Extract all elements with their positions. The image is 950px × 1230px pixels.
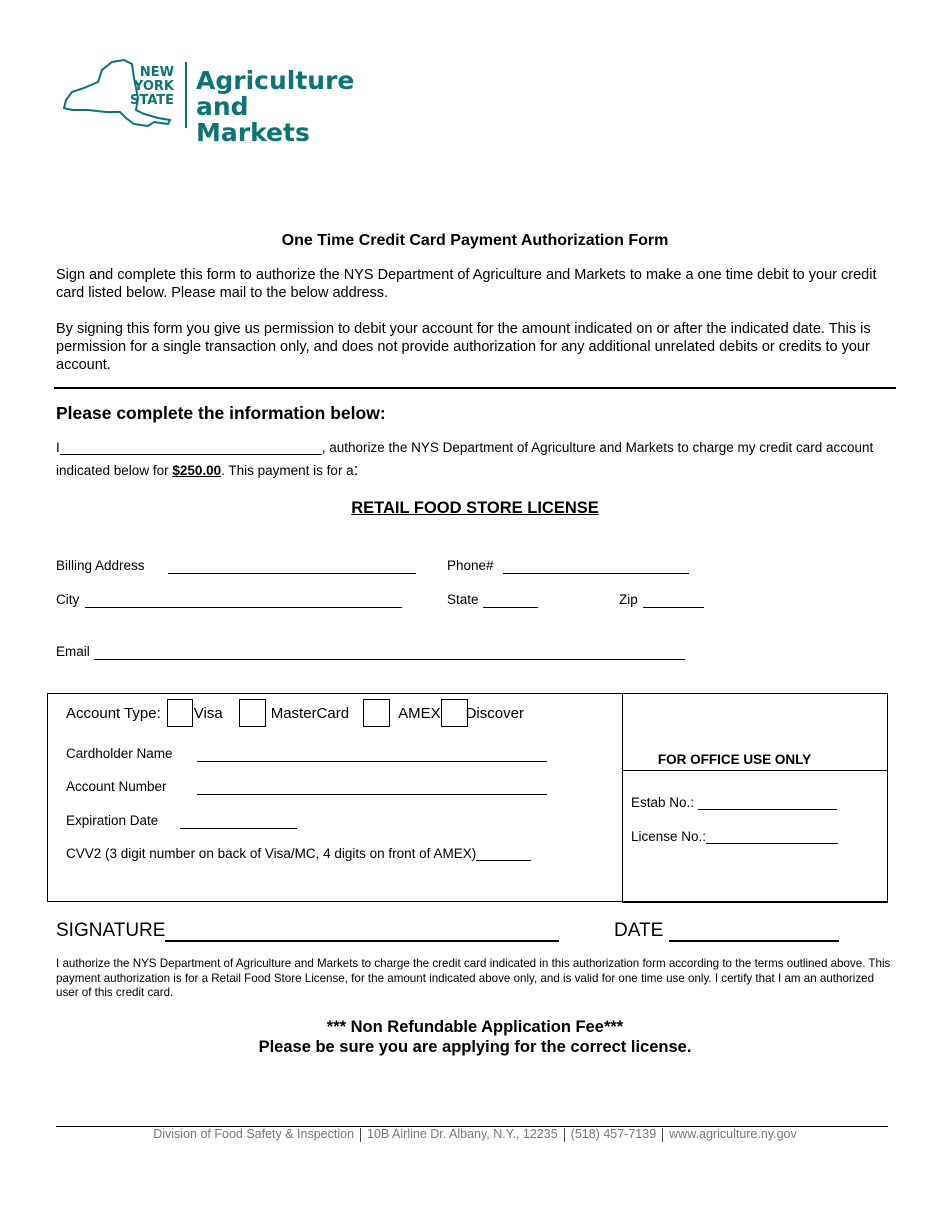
logo-agency-line1: Agriculture xyxy=(196,66,355,95)
auth-suffix: , authorize the NYS Department of Agriculture and Markets to charge my credit card account xyxy=(321,440,874,455)
footer-division: Division of Food Safety & Inspection xyxy=(153,1127,355,1141)
expiration-date-field[interactable] xyxy=(180,813,297,829)
footer-separator xyxy=(564,1128,565,1142)
cvv2-field[interactable] xyxy=(476,846,531,861)
date-label: DATE xyxy=(614,920,664,941)
footer-website[interactable]: www.agriculture.ny.gov xyxy=(669,1127,797,1141)
auth-line2-suffix: . This payment is for a xyxy=(221,463,354,478)
logo-state-line3: STATE xyxy=(129,93,174,108)
estab-no-label: Estab No.: xyxy=(631,795,695,810)
cardholder-name-field[interactable] xyxy=(197,746,547,762)
state-field[interactable] xyxy=(483,592,538,608)
city-label: City xyxy=(56,592,80,607)
correct-license-notice: Please be sure you are applying for the correct license. xyxy=(258,1038,692,1056)
account-number-label: Account Number xyxy=(66,779,167,794)
auth-prefix: I xyxy=(56,440,60,455)
license-row xyxy=(631,829,838,844)
estab-no-field[interactable] xyxy=(698,795,837,810)
signature-row xyxy=(56,920,559,942)
phone-label: Phone# xyxy=(447,558,494,573)
account-type-row xyxy=(66,697,524,729)
footer xyxy=(0,1127,950,1142)
city-field[interactable] xyxy=(85,592,402,608)
billing-address-label: Billing Address xyxy=(56,558,145,573)
auth-colon: : xyxy=(353,460,359,479)
cvv2-label: CVV2 (3 digit number on back of Visa/MC, 4 digits on front of AMEX) xyxy=(66,846,477,861)
expiration-date-label: Expiration Date xyxy=(66,813,159,828)
intro-paragraph: Sign and complete this form to authorize the NYS Department of Agriculture and Markets to make a one time debit to your credit card listed below. Please mail to the below address. xyxy=(56,267,877,301)
section-heading: Please complete the information below: xyxy=(56,403,386,423)
email-label: Email xyxy=(56,644,90,659)
discover-checkbox[interactable] xyxy=(441,699,468,727)
cvv2-row xyxy=(66,846,531,861)
auth-line2-prefix: indicated below for xyxy=(56,463,173,478)
phone-field[interactable] xyxy=(503,558,689,574)
logo-agency-line2: and Markets xyxy=(196,92,310,147)
footer-separator xyxy=(662,1128,663,1142)
zip-label: Zip xyxy=(619,592,638,607)
state-label: State xyxy=(447,592,479,607)
license-no-field[interactable] xyxy=(706,829,838,844)
signature-field[interactable] xyxy=(165,920,559,942)
form-title: One Time Credit Card Payment Authorization Form xyxy=(281,232,669,249)
mastercard-label: MasterCard xyxy=(270,704,350,722)
footer-separator xyxy=(360,1128,361,1142)
payment-amount: $250.00 xyxy=(172,463,222,478)
logo-state-line2: YORK xyxy=(133,79,174,94)
footer-address: 10B Airline Dr. Albany, N.Y., 12235 xyxy=(367,1127,558,1141)
office-use-heading: FOR OFFICE USE ONLY xyxy=(657,752,812,767)
logo-state-line1: NEW xyxy=(139,65,174,80)
signature-label: SIGNATURE xyxy=(56,920,166,941)
account-number-field[interactable] xyxy=(197,779,547,795)
section-divider xyxy=(54,387,896,389)
amex-checkbox[interactable] xyxy=(363,699,390,727)
nys-logo xyxy=(62,58,355,147)
license-type: RETAIL FOOD STORE LICENSE xyxy=(351,499,599,517)
permission-paragraph: By signing this form you give us permission to debit your account for the amount indicated on or after the indicated date. This is permission for a single transaction only, and does not provide authorization for any additional unrelated debits or credits to your account. xyxy=(56,321,871,373)
authorization-line-1 xyxy=(56,440,896,455)
zip-field[interactable] xyxy=(643,592,704,608)
billing-address-field[interactable] xyxy=(168,558,416,574)
non-refundable-notice: *** Non Refundable Application Fee*** xyxy=(326,1018,624,1036)
account-type-label: Account Type: xyxy=(66,704,161,722)
visa-checkbox[interactable] xyxy=(167,699,193,727)
license-no-label: License No.: xyxy=(631,829,707,844)
email-field[interactable] xyxy=(94,644,685,660)
discover-label: Discover xyxy=(465,704,524,722)
date-field[interactable] xyxy=(669,920,839,942)
amex-label: AMEX xyxy=(398,704,441,722)
payer-name-field[interactable] xyxy=(60,440,322,455)
office-use-divider xyxy=(622,770,888,771)
cardholder-name-label: Cardholder Name xyxy=(66,746,173,761)
authorization-statement: I authorize the NYS Department of Agriculture and Markets to charge the credit card indicated in this authorization form according to the terms outlined above. This payment authorization is for a Retail Food Store License, for the amount indicated above only, and is valid for one time use only. I certify that I am an authorized user of this credit card. xyxy=(56,957,891,999)
visa-label: Visa xyxy=(193,704,223,722)
footer-phone: (518) 457-7139 xyxy=(570,1127,657,1141)
mastercard-checkbox[interactable] xyxy=(239,699,266,727)
date-row xyxy=(614,920,839,942)
authorization-line-2 xyxy=(56,460,358,480)
logo-divider xyxy=(185,62,187,128)
estab-row xyxy=(631,795,837,810)
